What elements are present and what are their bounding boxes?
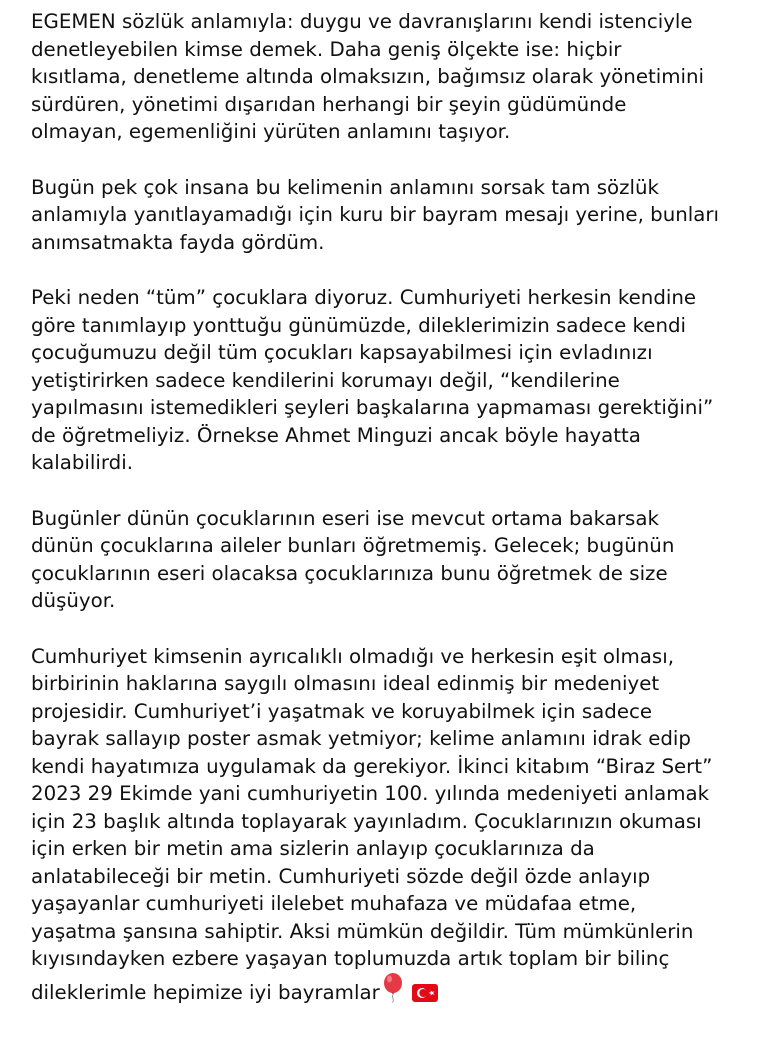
text-line: birbirinin haklarına saygılı olmasını ideal edinmiş bir medeniyet (31, 672, 660, 695)
text-line: bayrak sallayıp poster asmak yetmiyor; kelime anlamını idrak edip (31, 727, 691, 750)
post-text (31, 8, 776, 1038)
text-line: kıyısındayken ezbere yaşayan toplumuzda artık toplam bir bilinç (31, 947, 670, 970)
closing-text: dileklerimle hepimize iyi bayramlar (31, 980, 380, 1004)
text-line: kısıtlama, denetleme altında olmaksızın, bağımsız olarak yönetimini (31, 65, 705, 88)
text-line: anlamıyla yanıtlayamadığı için kuru bir bayram mesajı yerine, bunları (31, 203, 720, 226)
text-line: çocuklarının eseri olacaksa çocuklarınıza bunu öğretmek de size (31, 561, 668, 585)
text-line: yaşayanlar cumhuriyeti ilelebet muhafaza ve müdafaa etme, (31, 892, 637, 915)
paragraph-definition (31, 8, 776, 146)
text-line-final (31, 973, 776, 1011)
text-line: yetiştirirken sadece kendilerini korumayı değil, “kendilerine (31, 368, 620, 392)
paragraph-all-children (31, 284, 776, 477)
text-line: kendi hayatımıza uygulamak da gerekiyor. İkinci kitabım “Biraz Sert” (31, 754, 713, 778)
turkey-flag-icon (412, 983, 438, 1011)
text-line: çocuğumuzu değil tüm çocukları kapsayabilmesi için evladınızı (31, 341, 653, 364)
text-line: EGEMEN sözlük anlamıyla: duygu ve davranışlarını kendi istenciyle (31, 10, 693, 33)
text-line: denetleyebilen kimse demek. Daha geniş ölçekte ise: hiçbir (31, 37, 622, 61)
text-line: anlatabileceği bir metin. Cumhuriyeti sözde değil özde anlayıp (31, 864, 651, 888)
text-line: için erken bir metin ama sizlerin anlayıp çocuklarınıza da (31, 837, 595, 860)
balloon-icon (382, 973, 404, 1011)
text-line: Cumhuriyet kimsenin ayrıcalıklı olmadığı ve herkesin eşit olması, (31, 644, 675, 668)
text-line: sürdüren, yönetimi dışarıdan herhangi bir şeyin güdümünde (31, 92, 627, 116)
paragraph-republic (31, 643, 776, 1011)
text-line: projesidir. Cumhuriyet’i yaşatmak ve koruyabilmek için sadece (31, 699, 653, 723)
text-line: Peki neden “tüm” çocuklara diyoruz. Cumhuriyeti herkesin kendine (31, 286, 697, 309)
text-line: yapılmasını istemedikleri şeyleri başkalarına yapmaması gerektiğini” (31, 396, 714, 419)
text-line: de öğretmeliyiz. Örnekse Ahmet Minguzi ancak böyle hayatta (31, 423, 641, 447)
text-line: düşüyor. (31, 589, 116, 612)
text-line: 2023 29 Ekimde yani cumhuriyetin 100. yılında medeniyeti anlamak (31, 782, 710, 805)
text-line: Bugünler dünün çocuklarının eseri ise mevcut ortama bakarsak (31, 506, 659, 530)
text-line: yaşatma şansına sahiptir. Aksi mümkün değildir. Tüm mümkünlerin (31, 919, 694, 943)
text-line: için 23 başlık altında toplayarak yayınladım. Çocuklarınızın okuması (31, 809, 702, 833)
text-line: Bugün pek çok insana bu kelimenin anlamını sorsak tam sözlük (31, 175, 660, 199)
text-line: olmayan, egemenliğini yürüten anlamını taşıyor. (31, 120, 511, 143)
paragraph-future (31, 505, 776, 615)
paragraph-purpose (31, 174, 776, 257)
text-line: anımsatmakta fayda gördüm. (31, 230, 325, 254)
text-line: kalabilirdi. (31, 451, 134, 474)
text-line: göre tanımlayıp yonttuğu günümüzde, dileklerimizin sadece kendi (31, 313, 687, 337)
text-line: dünün çocuklarına aileler bunları öğretmemiş. Gelecek; bugünün (31, 534, 675, 557)
